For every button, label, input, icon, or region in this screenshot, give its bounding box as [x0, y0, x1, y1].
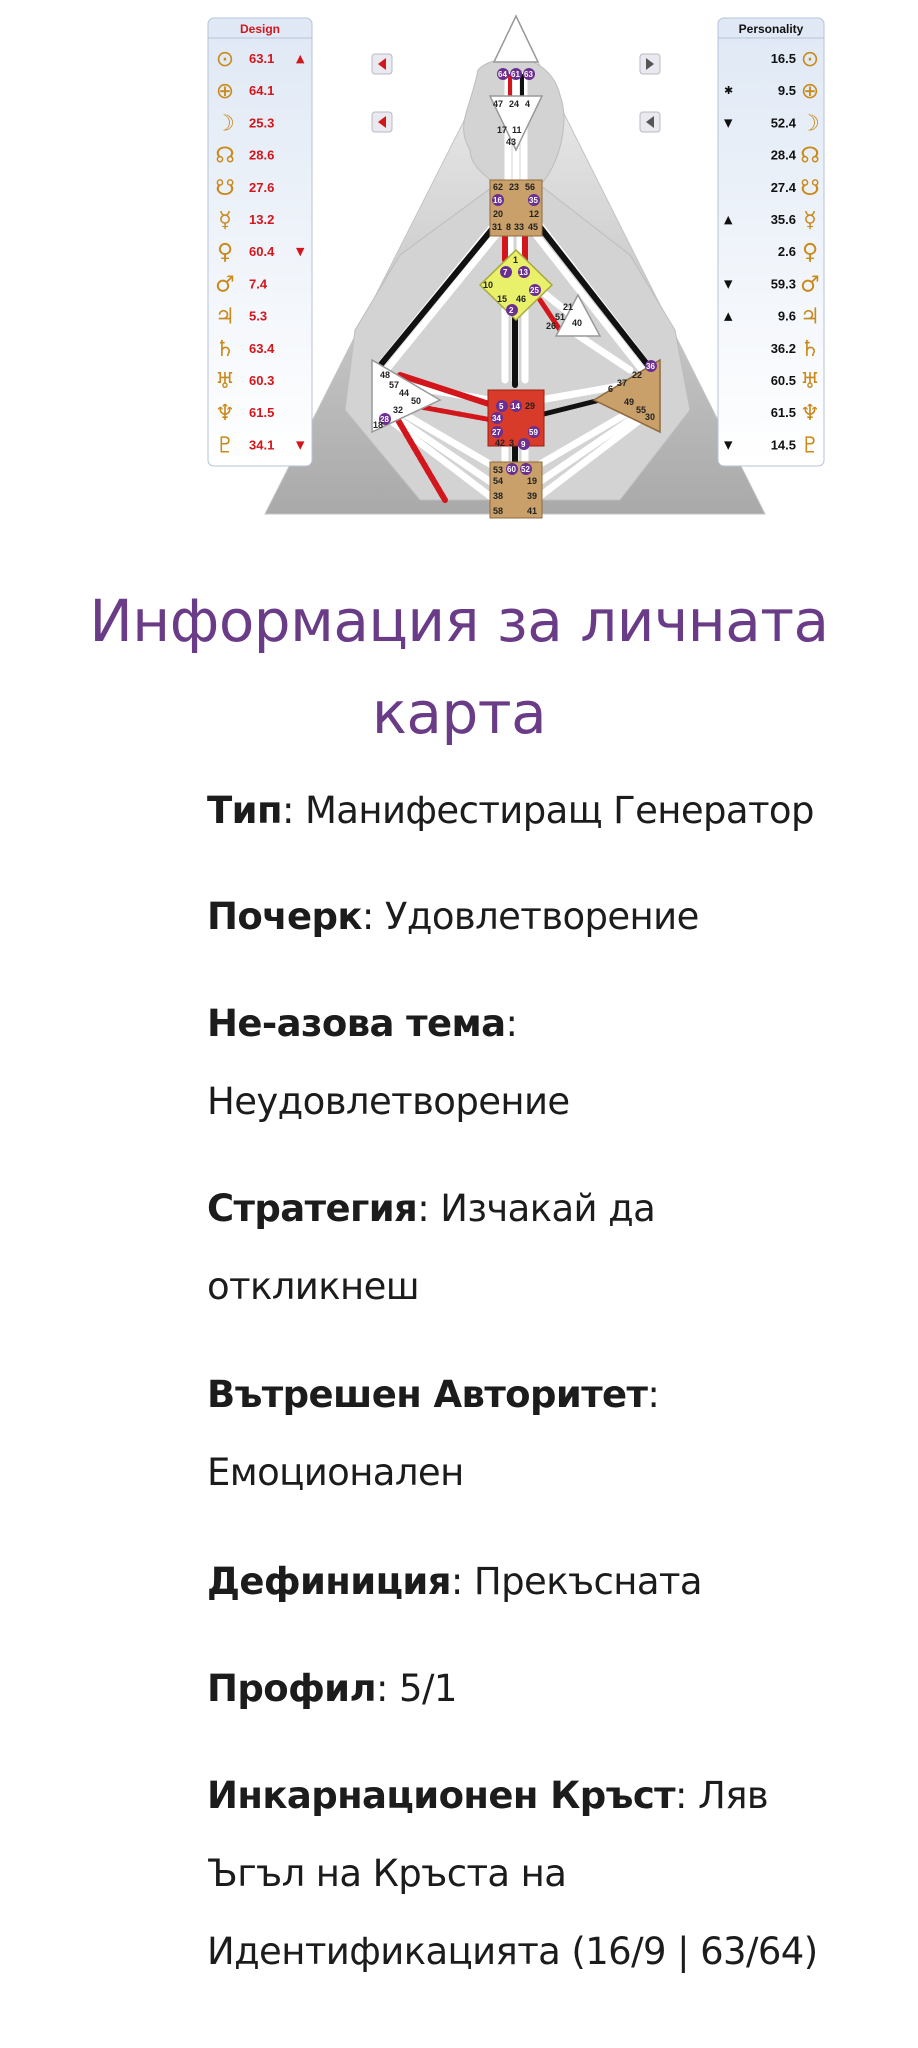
south-node-icon: ☋ [800, 175, 820, 201]
gate-label: 48 [380, 370, 391, 380]
planet-value: 27.6 [249, 179, 275, 195]
gate-label: 21 [563, 302, 574, 312]
mars-icon: ♂ [215, 272, 235, 298]
gate-label: 53 [493, 465, 504, 475]
gate-label: 57 [389, 380, 400, 390]
moon-icon: ☽ [800, 111, 820, 137]
gate-label: 56 [525, 182, 536, 192]
info-label: Стратегия [207, 1187, 418, 1230]
gate-label: 40 [572, 318, 583, 328]
info-value: Удовлетворение [384, 895, 699, 938]
moon-icon: ☽ [215, 111, 235, 137]
design-title: Design [239, 22, 281, 36]
gate-label: 19 [527, 476, 538, 486]
gate-label: 43 [506, 137, 517, 147]
gate-label: 45 [528, 222, 539, 232]
planet-value: 35.6 [770, 212, 796, 227]
planet-value: 25.3 [249, 115, 275, 131]
info-label: Профил [207, 1667, 377, 1710]
info-row-not-self-theme: Не-азова тема: Неудовлетворение [207, 1002, 570, 1123]
planet-marker: ▼ [724, 277, 733, 291]
earth-icon: ⊕ [800, 79, 820, 105]
planet-value: 13.2 [249, 212, 275, 227]
planet-marker: ▼ [296, 438, 305, 452]
design-arrow-top-button[interactable] [372, 54, 392, 74]
gate-label: 59 [529, 428, 538, 437]
info-value: Емоционален [207, 1451, 464, 1494]
page-title: Информация за личната карта [89, 587, 829, 747]
planet-value: 16.5 [770, 51, 796, 66]
head-center [494, 16, 538, 62]
jupiter-icon: ♃ [800, 304, 820, 330]
gate-label: 9 [521, 440, 526, 449]
uranus-icon: ♅ [800, 369, 820, 394]
gate-label: 63 [524, 70, 533, 79]
gate-label: 44 [399, 388, 410, 398]
gate-label: 11 [512, 125, 522, 135]
planet-value: 59.3 [770, 276, 796, 292]
gate-label: 42 [495, 438, 506, 448]
pluto-icon: ♇ [800, 433, 820, 459]
planet-value: 60.4 [249, 244, 275, 260]
info-label: Дефиниция [207, 1560, 451, 1603]
info-value: Манифестиращ Генератор [304, 789, 814, 832]
gate-label: 27 [492, 428, 501, 437]
sun-icon: ⊙ [800, 47, 820, 72]
neptune-icon: ♆ [215, 401, 235, 427]
gate-label: 49 [624, 397, 635, 407]
gate-label: 22 [632, 370, 643, 380]
planet-value: 52.4 [770, 115, 796, 131]
gate-label: 32 [393, 405, 404, 415]
info-value: Неудовлетворение [207, 1080, 570, 1123]
info-value: Ляв Ъгъл на Кръста на Идентификацията (16/9 | 63/64) [207, 1774, 818, 1973]
planet-value: 63.4 [249, 340, 275, 356]
gate-label: 18 [373, 420, 384, 430]
design-arrow-bottom-button[interactable] [372, 112, 392, 132]
gate-label: 37 [617, 378, 628, 388]
planet-value: 9.5 [777, 83, 796, 99]
info-row-incarnation-cross: Инкарнационен Кръст: Ляв Ъгъл на Кръста на Идентификацията (16/9 | 63/64) [207, 1774, 818, 1973]
info-row-profile: Профил: 5/1 [207, 1667, 457, 1710]
gate-label: 15 [497, 294, 508, 304]
gate-label: 4 [525, 99, 531, 109]
planet-value: 61.5 [249, 405, 275, 421]
gate-label: 61 [511, 70, 520, 79]
personality-arrow-bottom-button[interactable] [640, 112, 660, 132]
info-row-definition: Дефиниция: Прекъсната [207, 1560, 702, 1603]
personality-title: Personality [738, 22, 804, 36]
saturn-icon: ♄ [215, 336, 235, 362]
gate-label: 39 [527, 491, 538, 501]
south-node-icon: ☋ [215, 175, 235, 201]
personality-arrow-top-button[interactable] [640, 54, 660, 74]
planet-marker: ▼ [296, 245, 305, 259]
planet-value: 61.5 [770, 405, 796, 421]
mercury-icon: ☿ [218, 208, 232, 233]
planet-value: 36.2 [770, 340, 796, 356]
gate-label: 29 [525, 401, 536, 411]
planet-value: 14.5 [770, 437, 796, 453]
gate-label: 51 [555, 312, 566, 322]
planet-value: 5.3 [249, 308, 268, 324]
earth-icon: ⊕ [215, 79, 235, 105]
planet-value: 28.4 [770, 147, 796, 163]
info-label: Тип [207, 789, 282, 832]
info-row-authority: Вътрешен Авторитет: Емоционален [207, 1373, 660, 1494]
design-panel [208, 18, 312, 466]
gate-label: 50 [411, 396, 422, 406]
gate-label: 47 [493, 99, 504, 109]
venus-icon: ♀ [801, 240, 819, 266]
info-value: 5/1 [399, 1667, 457, 1710]
personality-panel [718, 18, 824, 466]
info-label: Вътрешен Авторитет [207, 1373, 648, 1416]
gate-label: 31 [492, 222, 503, 232]
gate-label: 8 [506, 222, 512, 232]
gate-label: 3 [509, 438, 515, 448]
planet-marker: ▲ [724, 309, 733, 323]
gate-label: 23 [509, 182, 520, 192]
info-label: Инкарнационен Кръст [207, 1774, 676, 1817]
info-value: Прекъсната [473, 1560, 702, 1603]
bodygraph-chart [0, 0, 918, 525]
gate-label: 41 [527, 506, 538, 516]
gate-label: 20 [493, 209, 504, 219]
planet-value: 2.6 [777, 244, 796, 260]
planet-value: 64.1 [249, 83, 275, 99]
gate-label: 7 [503, 268, 508, 277]
gate-label: 58 [493, 506, 504, 516]
gate-label: 2 [509, 306, 514, 315]
planet-value: 7.4 [249, 276, 268, 292]
info-row-signature: Почерк: Удовлетворение [207, 895, 699, 938]
gate-label: 16 [493, 196, 502, 205]
north-node-icon: ☊ [800, 143, 820, 169]
pluto-icon: ♇ [215, 433, 235, 459]
gate-label: 34 [492, 414, 501, 423]
planet-marker: ▼ [724, 116, 733, 130]
planet-marker: ✱ [724, 84, 734, 98]
saturn-icon: ♄ [800, 336, 820, 362]
info-row-strategy: Стратегия: Изчакай да откликнеш [207, 1187, 656, 1308]
mars-icon: ♂ [800, 272, 820, 298]
mercury-icon: ☿ [803, 208, 817, 233]
gate-label: 55 [636, 405, 647, 415]
gate-label: 46 [516, 294, 527, 304]
venus-icon: ♀ [216, 240, 234, 266]
gate-label: 30 [645, 412, 656, 422]
gate-label: 52 [521, 465, 530, 474]
gate-label: 35 [529, 196, 538, 205]
planet-value: 34.1 [249, 437, 275, 453]
planet-value: 63.1 [249, 51, 275, 66]
gate-label: 26 [546, 321, 557, 331]
planet-value: 27.4 [770, 179, 796, 195]
info-value: Изчакай да откликнеш [207, 1187, 656, 1308]
planet-marker: ▲ [296, 52, 305, 65]
gate-label: 6 [608, 384, 614, 394]
gate-label: 12 [529, 209, 540, 219]
planet-marker: ▼ [724, 438, 733, 452]
gate-label: 54 [493, 476, 504, 486]
gate-label: 5 [499, 402, 504, 411]
gate-label: 13 [519, 268, 528, 277]
gate-label: 62 [493, 182, 504, 192]
planet-marker: ▲ [724, 213, 733, 226]
planet-value: 9.6 [777, 308, 796, 324]
gate-label: 17 [497, 125, 508, 135]
planet-value: 60.3 [249, 373, 275, 388]
gate-label: 10 [483, 280, 494, 290]
north-node-icon: ☊ [215, 143, 235, 169]
gate-label: 24 [509, 99, 520, 109]
gate-label: 60 [507, 465, 516, 474]
neptune-icon: ♆ [800, 401, 820, 427]
uranus-icon: ♅ [215, 369, 235, 394]
info-label: Не-азова тема [207, 1002, 506, 1045]
gate-label: 64 [498, 70, 507, 79]
gate-label: 36 [646, 362, 655, 371]
info-label: Почерк [207, 895, 362, 938]
jupiter-icon: ♃ [215, 304, 235, 330]
gate-label: 28 [380, 415, 389, 424]
gate-label: 33 [514, 222, 525, 232]
planet-value: 28.6 [249, 147, 275, 163]
gate-label: 1 [513, 255, 519, 265]
sun-icon: ⊙ [215, 47, 235, 72]
planet-value: 60.5 [770, 373, 796, 388]
gate-label: 25 [530, 286, 539, 295]
gate-label: 14 [511, 402, 520, 411]
gate-label: 38 [493, 491, 504, 501]
info-row-type: Тип: Манифестиращ Генератор [207, 789, 814, 832]
